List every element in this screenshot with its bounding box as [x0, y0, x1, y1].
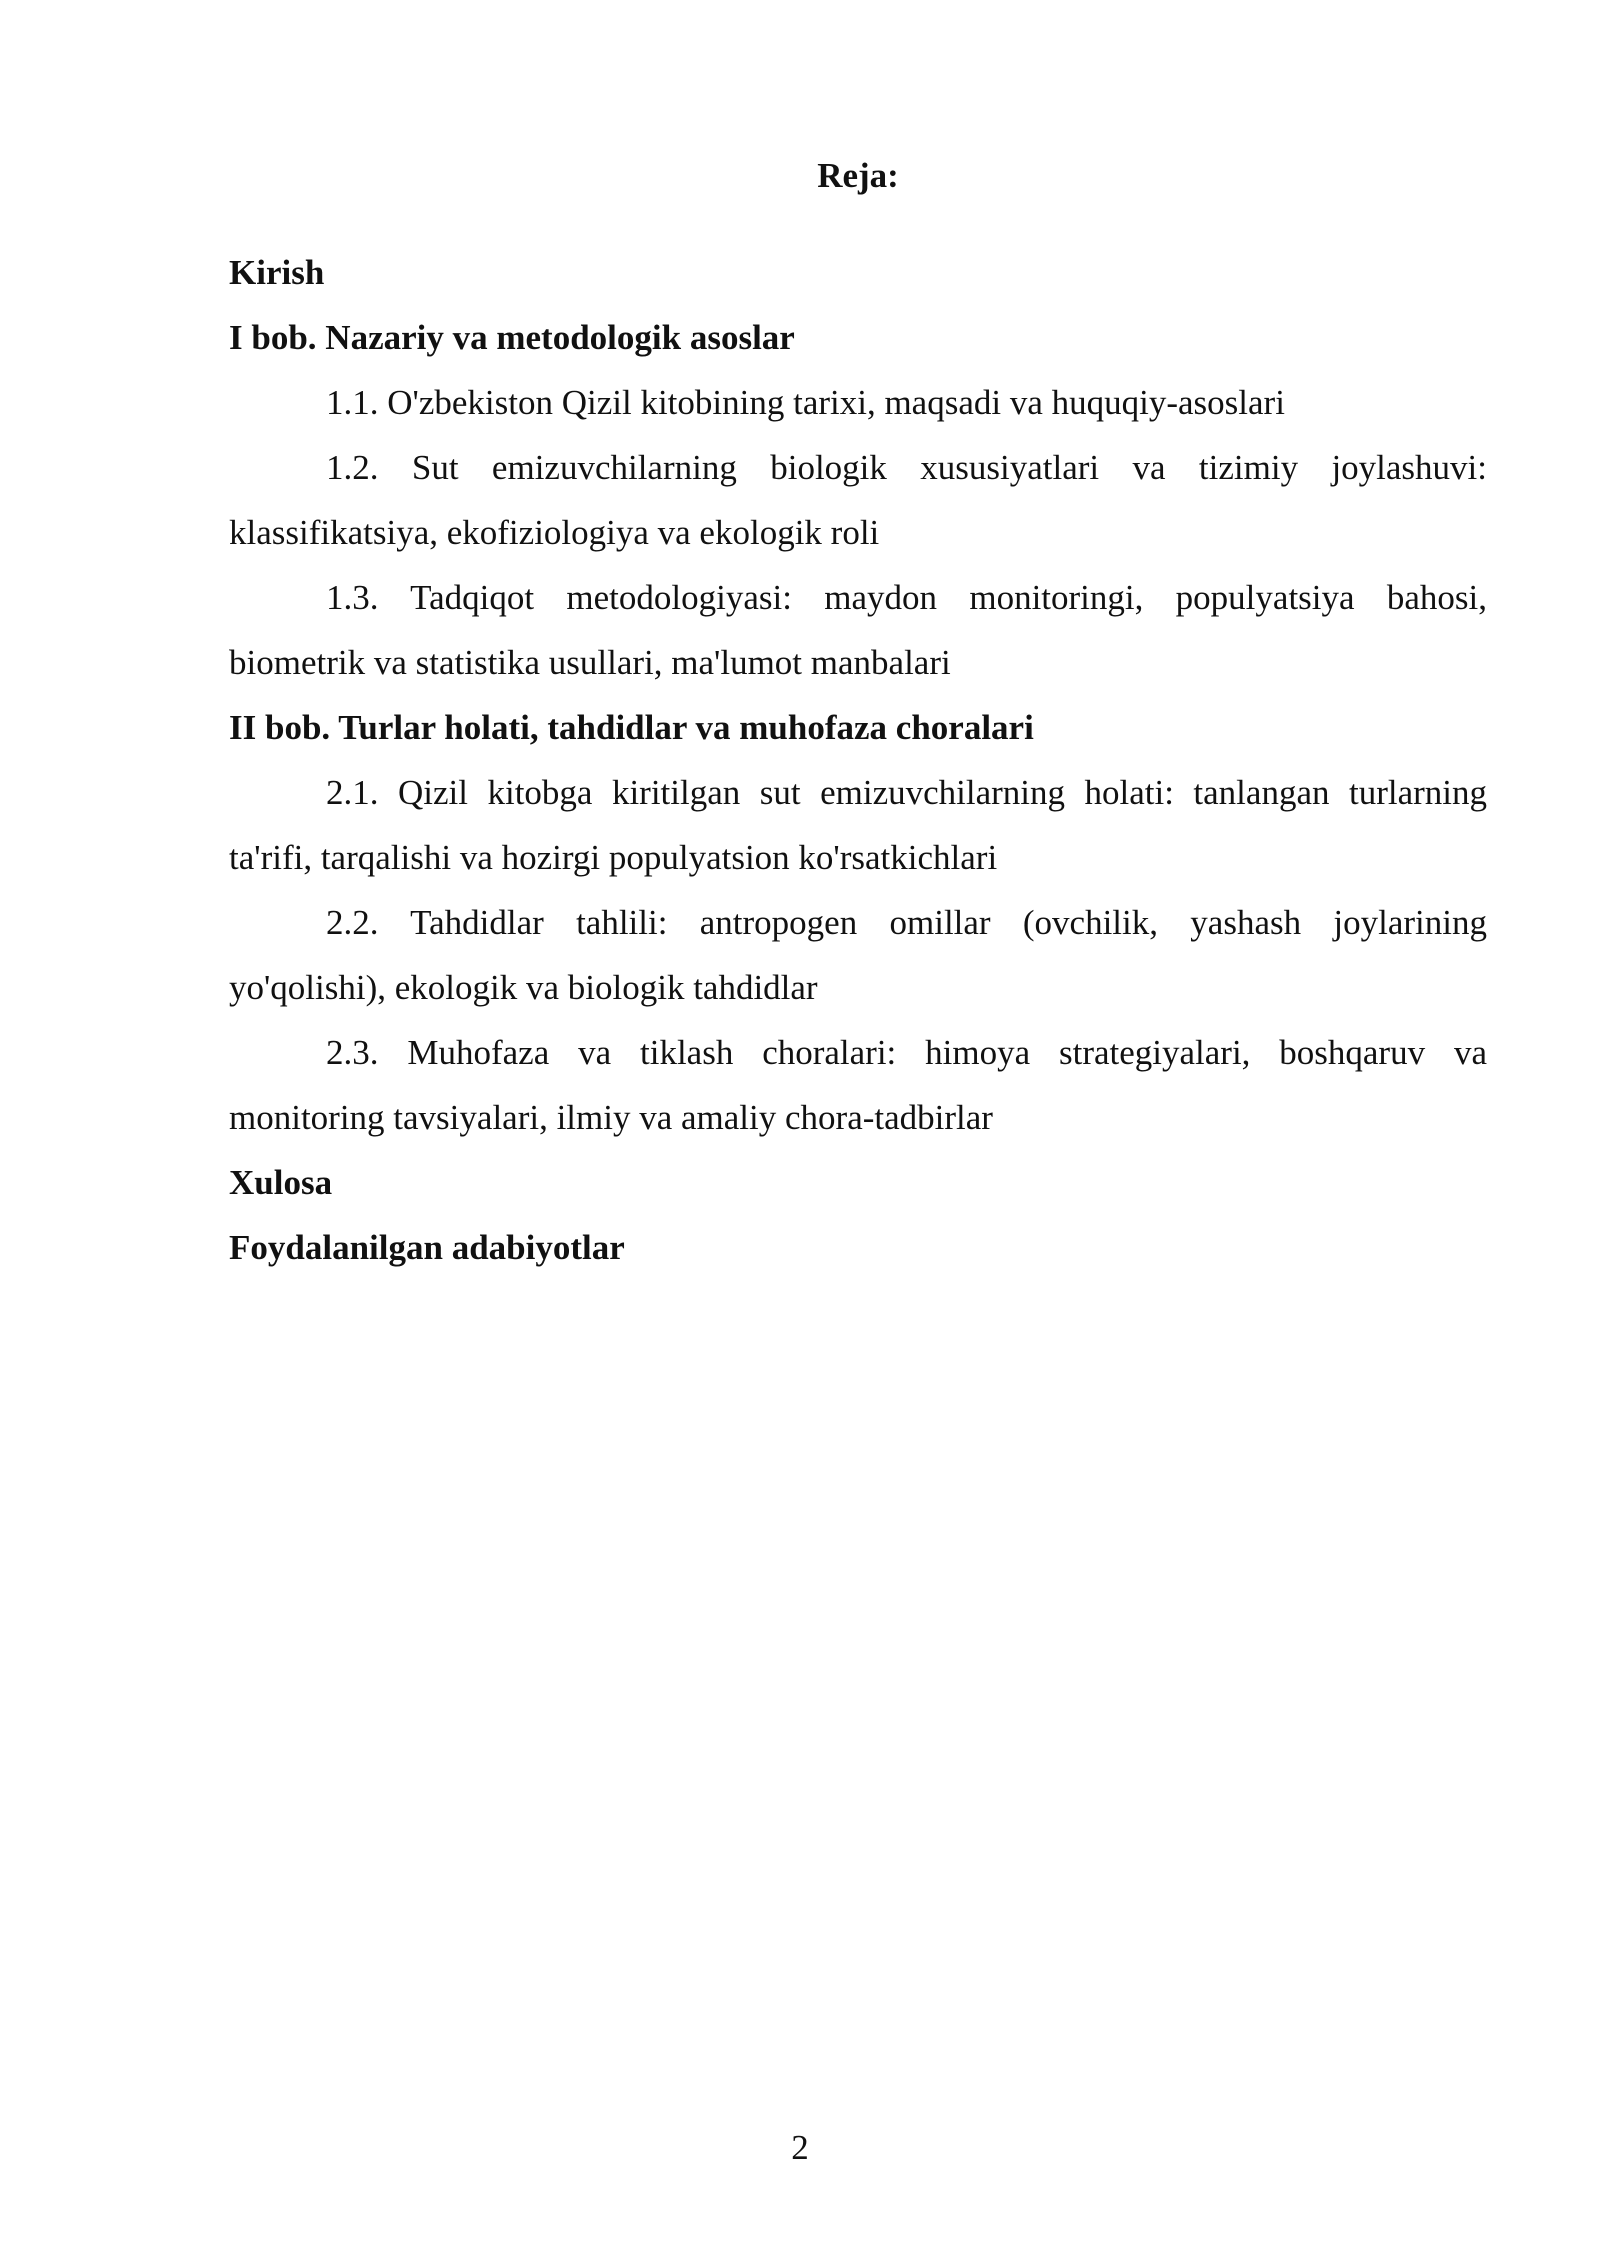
toc-item-1-2: 1.2. Sut emizuvchilarning biologik xususiyatlari va tizimiy joylashuvi: klassifikatsiya, ekofiziologiya va ekologik roli [229, 448, 1487, 552]
toc-heading-chapter-2: II bob. Turlar holati, tahdidlar va muhofaza choralari [229, 708, 1034, 747]
toc-heading-xulosa: Xulosa [229, 1163, 333, 1202]
toc-item-2-3: 2.3. Muhofaza va tiklash choralari: himoya strategiyalari, boshqaruv va monitoring tavsiyalari, ilmiy va amaliy chora-tadbirlar [229, 1033, 1487, 1137]
toc-item-2-1: 2.1. Qizil kitobga kiritilgan sut emizuvchilarning holati: tanlangan turlarning ta'rifi, tarqalishi va hozirgi populyatsion ko'rsatkichlari [229, 773, 1487, 877]
toc-item-1-3: 1.3. Tadqiqot metodologiyasi: maydon monitoringi, populyatsiya bahosi, biometrik va statistika usullari, ma'lumot manbalari [229, 578, 1487, 682]
toc-item-1-1: 1.1. O'zbekiston Qizil kitobining tarixi, maqsadi va huquqiy-asoslari [326, 383, 1285, 422]
toc-heading-kirish: Kirish [229, 253, 325, 292]
page-number: 2 [791, 2128, 809, 2167]
toc-item-2-2: 2.2. Tahdidlar tahlili: antropogen omillar (ovchilik, yashash joylarining yo'qolishi), ekologik va biologik tahdidlar [229, 903, 1487, 1007]
toc-heading-adabiyotlar: Foydalanilgan adabiyotlar [229, 1228, 625, 1267]
page-title: Reja: [817, 156, 899, 195]
toc-heading-chapter-1: I bob. Nazariy va metodologik asoslar [229, 318, 795, 357]
table-of-contents [229, 240, 1487, 1280]
